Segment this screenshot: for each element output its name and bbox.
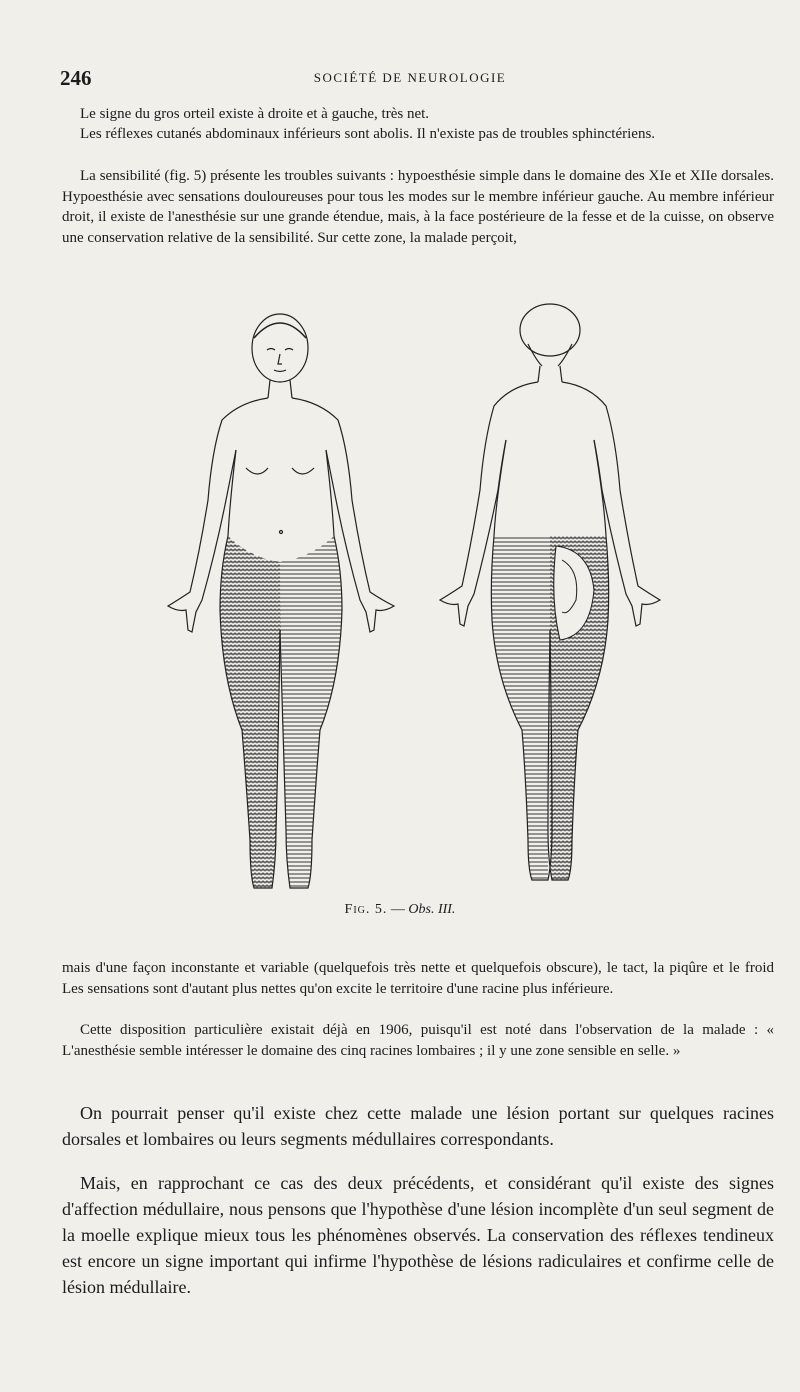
page-header: [60, 66, 760, 90]
figure-label: Fig. 5.: [344, 902, 388, 917]
running-head: SOCIÉTÉ DE NEUROLOGIE: [313, 70, 507, 85]
caption-separator: —: [390, 902, 405, 917]
paragraph-6: On pourrait penser qu'il existe chez cette malade une lésion portant sur quelques racines dorsales et lombaires ou leurs segments médullaires correspondants.: [62, 1103, 774, 1149]
body-sensitivity-figure: [150, 300, 680, 900]
figure-obs: Obs. III.: [408, 902, 456, 917]
page-number: 246: [60, 66, 92, 90]
figure-caption: [0, 902, 800, 918]
paragraph-4: mais d'une façon inconstante et variable (quelquefois très nette et quelquefois obscure), le tact, la piqûre et le froid Les sensations sont d'autant plus nettes qu'on excite le territoire d'une racine plus inférieure.: [62, 960, 774, 997]
paragraph-3: La sensibilité (fig. 5) présente les troubles suivants : hypoesthésie simple dans le domaine des XIe et XIIe dorsales. Hypoesthésie avec sensations douloureuses pour tous les modes sur le membre inférieur gauche. Au membre inférieur droit, il existe de l'anesthésie sur une grande étendue, mais, à la face postérieure de la fesse et de la cuisse, on observe une conservation relative de la sensibilité. Sur cette zone, la malade perçoit,: [62, 168, 774, 246]
paragraph-1: Le signe du gros orteil existe à droite et à gauche, très net.: [80, 106, 430, 122]
paragraph-7: Mais, en rapprochant ce cas des deux précédents, et considérant qu'il existe des signes d'affection médullaire, nous pensons que l'hypothèse d'une lésion incomplète d'un seul segment de la moelle explique mieux tous les phénomènes observés. La conservation des réflexes tendineux est encore un signe important qui infirme l'hypothèse de lésions radiculaires et confirme celle de lésion médullaire.: [62, 1173, 774, 1297]
paragraph-5: Cette disposition particulière existait déjà en 1906, puisqu'il est noté dans l'observation de la malade : « L'anesthésie semble intéresser le domaine des cinq racines lombaires ; il y une zone sensible en selle. »: [62, 1022, 774, 1059]
paragraph-2: Les réflexes cutanés abdominaux inférieurs sont abolis. Il n'existe pas de troubles sphinctériens.: [80, 126, 656, 142]
